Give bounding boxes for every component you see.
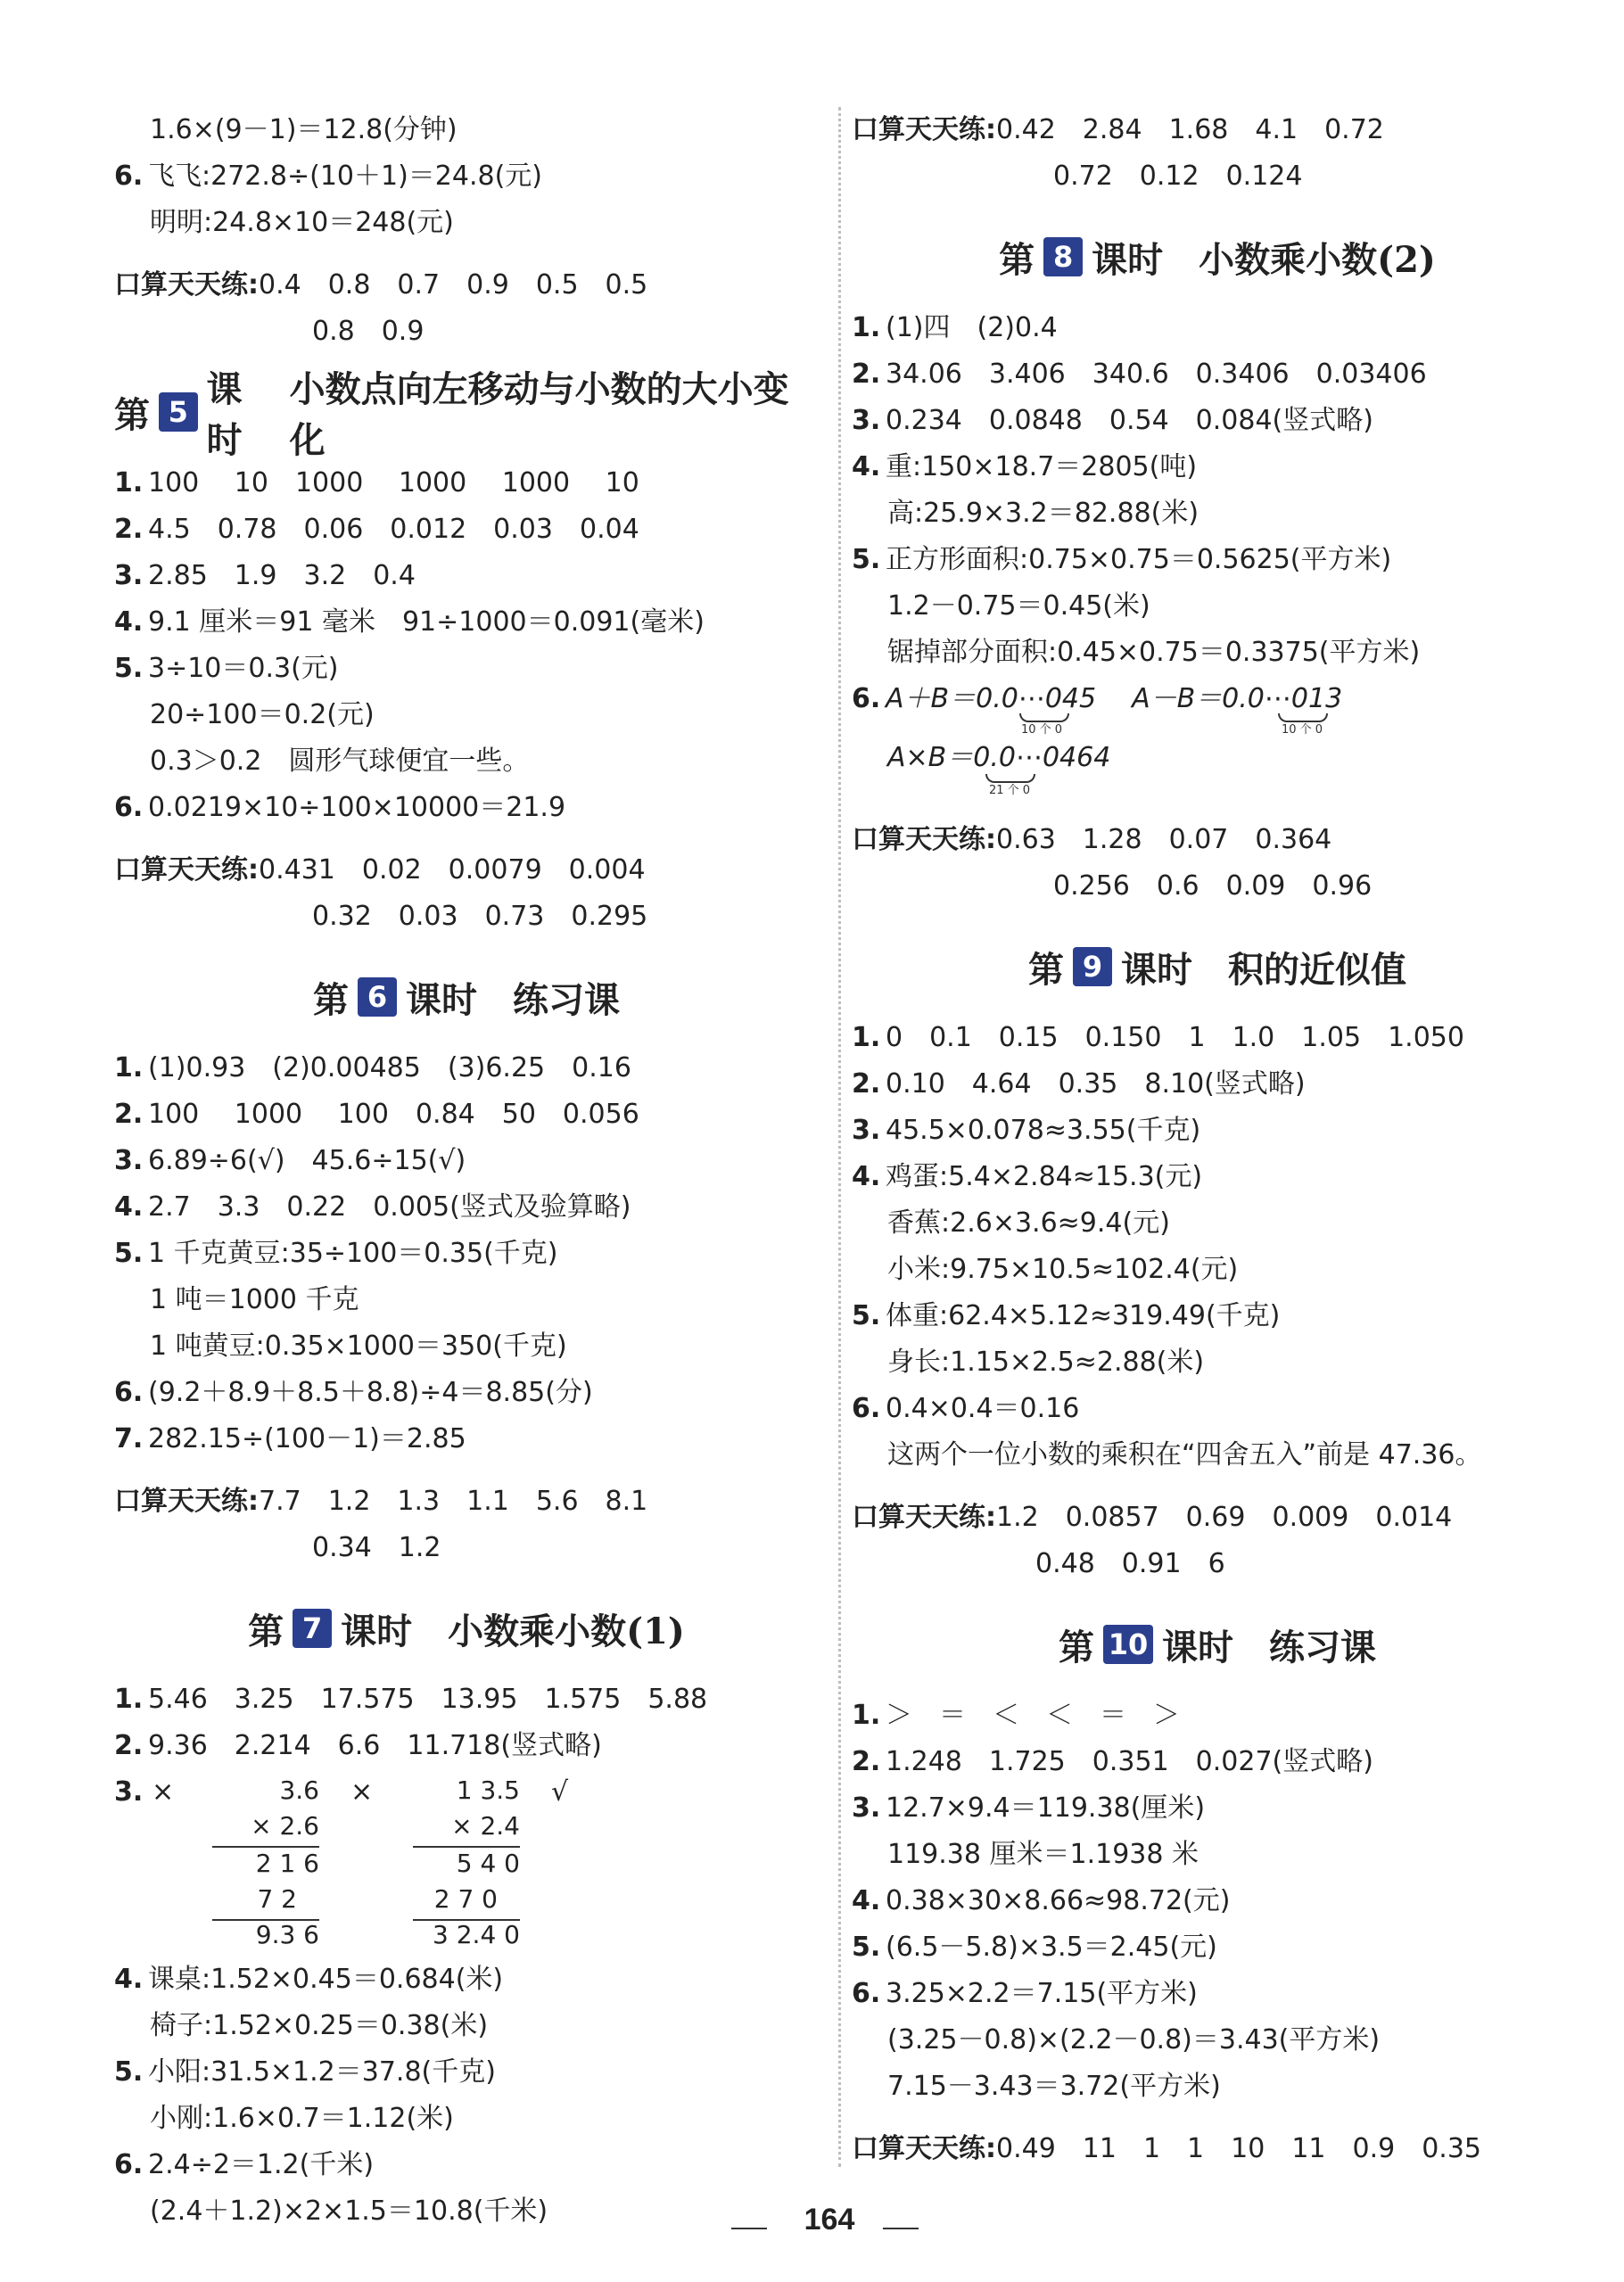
answer-text: 6.89÷6(√) 45.6÷15(√) (148, 1145, 466, 1176)
answer-text: 12.7×9.4＝119.38(厘米) (886, 1792, 1206, 1824)
answer-line (852, 1432, 1583, 1479)
answer-text: 正方形面积:0.75×0.75＝0.5625(平方米) (886, 544, 1392, 575)
answer-text: 0 0.1 0.15 0.150 1 1.0 1.05 1.050 (886, 1022, 1464, 1053)
lesson-number-badge: 10 (1103, 1625, 1153, 1664)
answer-text: 282.15÷(100－1)＝2.85 (148, 1423, 466, 1454)
kousuan-label: 口算天天练: (852, 824, 996, 855)
answer-text: 小阳:31.5×1.2＝37.8(千克) (148, 2056, 496, 2088)
question-number: 6. (114, 2149, 144, 2180)
answer-line (114, 1138, 819, 1184)
question-number: 7. (114, 1423, 144, 1454)
lesson-number-badge: 8 (1043, 237, 1083, 276)
answer-line (852, 676, 1583, 722)
answer-line (852, 630, 1583, 676)
section-title: 小数点向左移动与小数的大小变化 (289, 368, 789, 461)
question-number: 4. (852, 451, 881, 482)
kousuan-block (114, 847, 819, 940)
calc-row: 3.6 (279, 1775, 319, 1805)
answer-line (852, 1108, 1583, 1154)
question-number: 2. (852, 1068, 881, 1100)
heading-prefix: 第 (114, 393, 150, 436)
left-column (114, 107, 819, 2235)
question-number: 3. (114, 560, 144, 591)
answer-line (852, 1339, 1583, 1386)
calc-row: × 2.6 (251, 1811, 319, 1841)
heading-suffix: 课时 (1092, 238, 1164, 281)
answer-text: (9.2＋8.9＋8.5＋8.8)÷4＝8.85(分) (148, 1377, 593, 1408)
answer-line: 明明:24.8×10＝248(元) (150, 207, 454, 238)
calc-row: 2 1 6 (255, 1849, 319, 1878)
kousuan-block (852, 817, 1583, 910)
answer-text: 2.85 1.9 3.2 0.4 (148, 560, 416, 591)
answer-line (852, 1293, 1583, 1339)
question-number: 6. (852, 683, 881, 714)
answer-line (852, 2064, 1583, 2110)
column-divider (838, 107, 841, 2167)
calc-row: × 2.4 (451, 1811, 520, 1841)
answer-line (114, 1957, 819, 2003)
answer-line (852, 1200, 1583, 1247)
question-number: 1. (852, 312, 881, 343)
answer-text: 1 吨＝1000 千克 (150, 1284, 359, 1315)
answer-line (852, 1924, 1583, 1971)
question-number: 5. (114, 653, 144, 684)
kousuan-label: 口算天天练: (114, 269, 259, 301)
question-number: 5. (114, 1238, 144, 1269)
answer-text: (2.4＋1.2)×2×1.5＝10.8(千米) (150, 2195, 548, 2227)
question-number: 4. (852, 1885, 881, 1916)
kousuan-label: 口算天天练: (852, 1502, 996, 1533)
answer-list (114, 460, 819, 831)
question-number: 2. (114, 1730, 144, 1761)
section-title: 积的近似值 (1228, 948, 1406, 991)
answer-line (114, 2142, 819, 2188)
answer-text: 身长:1.15×2.5≈2.88(米) (887, 1347, 1205, 1378)
heading-prefix: 第 (313, 978, 349, 1021)
answer-line (114, 1045, 819, 1092)
answer-text: 0.4×0.4＝0.16 (886, 1393, 1080, 1424)
underbrace (985, 774, 1035, 783)
footer-rule-right (883, 2228, 919, 2229)
kousuan-values: 0.34 1.2 (312, 1532, 441, 1563)
answer-line (852, 1247, 1583, 1293)
answer-line (114, 599, 819, 646)
calc-row: 3 2.4 0 (433, 1920, 520, 1949)
check-mark: √ (551, 1776, 569, 1808)
answer-line (114, 2003, 819, 2049)
answer-line (852, 490, 1583, 537)
heading-suffix: 课时 (206, 368, 243, 461)
question-number: 3. (852, 1115, 881, 1146)
question-number: 2. (852, 1746, 881, 1777)
answer-text: (3.25－0.8)×(2.2－0.8)＝3.43(平方米) (887, 2024, 1381, 2055)
answer-line (852, 1061, 1583, 1108)
question-number: 4. (114, 1964, 144, 1995)
answer-line (852, 1015, 1583, 1061)
calc-row: 9.3 6 (255, 1920, 319, 1949)
answer-text: 119.38 厘米＝1.1938 米 (887, 1839, 1199, 1870)
kousuan-values: 0.256 0.6 0.09 0.96 (1053, 870, 1373, 902)
answer-line (852, 351, 1583, 398)
answer-text: 2.7 3.3 0.22 0.005(竖式及验算略) (148, 1191, 631, 1223)
kousuan-values: 0.49 11 1 1 10 11 0.9 0.35 (996, 2133, 1481, 2164)
question-number: 6. (114, 792, 144, 823)
answer-line: A×B＝0.0⋯0464 (887, 742, 1111, 773)
calc-row: 2 7 0 (433, 1884, 498, 1914)
answer-text: 椅子:1.52×0.25＝0.38(米) (150, 2010, 489, 2041)
answer-text: 鸡蛋:5.4×2.84≈15.3(元) (886, 1161, 1203, 1192)
answer-text: 3÷10＝0.3(元) (148, 653, 339, 684)
answer-list (114, 1045, 819, 1462)
answer-text: 香蕉:2.6×3.6≈9.4(元) (887, 1207, 1170, 1239)
answer-line (114, 646, 819, 692)
question-number: 2. (114, 1099, 144, 1130)
section-title: 练习课 (513, 978, 620, 1021)
answer-text: 0.234 0.0848 0.54 0.084(竖式略) (886, 405, 1373, 436)
kousuan-values: 0.8 0.9 (312, 316, 425, 347)
heading-suffix: 课时 (406, 978, 477, 1021)
answer-text: 100 1000 100 0.84 50 0.056 (148, 1099, 639, 1130)
answer-line (114, 1416, 819, 1462)
answer-text: 体重:62.4×5.12≈319.49(千克) (886, 1300, 1281, 1331)
answer-line: 1.6×(9－1)＝12.8(分钟) (150, 114, 458, 145)
vertical-calculation-row (114, 1769, 819, 1957)
answer-line (852, 1386, 1583, 1432)
kousuan-block (114, 262, 819, 355)
question-number: 3. (852, 1792, 881, 1824)
answer-line (114, 1231, 819, 1277)
question-number: 6. (852, 1978, 881, 2009)
answer-text: A＋B＝0.0⋯045 (886, 683, 1097, 714)
section-heading-8 (852, 214, 1583, 300)
answer-text: 锯掉部分面积:0.45×0.75＝0.3375(平方米) (887, 637, 1421, 668)
kousuan-values: 0.32 0.03 0.73 0.295 (312, 901, 648, 932)
answer-text: A－B＝0.0⋯013 (1132, 683, 1343, 714)
heading-prefix: 第 (248, 1610, 284, 1652)
heading-suffix: 课时 (341, 1610, 413, 1652)
lesson-number-badge: 6 (358, 977, 397, 1017)
question-number: 4. (114, 606, 144, 638)
question-number: 6. (852, 1393, 881, 1424)
lesson-number-badge: 7 (293, 1609, 332, 1648)
answer-text: 2.4÷2＝1.2(千米) (148, 2149, 375, 2180)
kousuan-values: 0.4 0.8 0.7 0.9 0.5 0.5 (259, 269, 648, 301)
question-number: 1. (852, 1022, 881, 1053)
answer-line (852, 398, 1583, 444)
kousuan-values: 1.2 0.0857 0.69 0.009 0.014 (996, 1502, 1453, 1533)
lesson-number-badge: 9 (1073, 947, 1112, 986)
answer-text: 1.248 1.725 0.351 0.027(竖式略) (886, 1746, 1373, 1777)
question-number: 5. (114, 2056, 144, 2088)
underbrace (1019, 713, 1069, 722)
kousuan-label: 口算天天练: (114, 854, 259, 886)
answer-text: ＞ ＝ ＜ ＜ ＝ ＞ (886, 1700, 1180, 1731)
answer-text: (6.5－5.8)×3.5＝2.45(元) (886, 1932, 1217, 1963)
answer-line (852, 1693, 1583, 1739)
answer-text: 重:150×18.7＝2805(吨) (886, 451, 1198, 482)
section-title: 小数乘小数(2) (1199, 238, 1436, 281)
kousuan-label: 口算天天练: (852, 2133, 996, 2164)
section-heading-5 (114, 368, 819, 461)
question-number: 4. (114, 1191, 144, 1223)
calc-row: 7 2 (257, 1884, 297, 1914)
answer-list (852, 1693, 1583, 2110)
answer-line (114, 738, 819, 785)
answer-line (114, 553, 819, 599)
answer-list (114, 1957, 819, 2235)
heading-suffix: 课时 (1162, 1626, 1233, 1668)
answer-line (114, 460, 819, 507)
heading-suffix: 课时 (1121, 948, 1192, 991)
question-number: 4. (852, 1161, 881, 1192)
kousuan-values: 0.72 0.12 0.124 (1053, 161, 1303, 192)
answer-text: 20÷100＝0.2(元) (150, 699, 375, 730)
underbrace (1278, 713, 1328, 722)
answer-text: 小米:9.75×10.5≈102.4(元) (887, 1254, 1239, 1285)
answer-list (852, 305, 1583, 676)
kousuan-values: 7.7 1.2 1.3 1.1 5.6 8.1 (259, 1486, 648, 1517)
calc-row: 1 3.5 (456, 1775, 520, 1805)
answer-text: 9.36 2.214 6.6 11.718(竖式略) (148, 1730, 602, 1761)
section-heading-10 (852, 1602, 1583, 1687)
answer-line (852, 1878, 1583, 1924)
lesson-number-badge: 5 (159, 392, 198, 432)
answer-line (852, 1785, 1583, 1832)
question-number: 5. (852, 544, 881, 575)
answer-text: 这两个一位小数的乘积在“四舍五入”前是 47.36。 (887, 1439, 1482, 1471)
answer-text: 4.5 0.78 0.06 0.012 0.03 0.04 (148, 514, 639, 545)
section-heading-7 (114, 1586, 819, 1671)
kousuan-label: 口算天天练: (114, 1486, 259, 1517)
answer-text: 小刚:1.6×0.7＝1.12(米) (150, 2103, 454, 2134)
question-number: 3. (114, 1145, 144, 1176)
question-number: 3. (852, 405, 881, 436)
answer-line (852, 305, 1583, 351)
wrong-mark: × (350, 1776, 374, 1808)
section-title: 小数乘小数(1) (448, 1610, 685, 1652)
question-number: 2. (114, 514, 144, 545)
answer-text: 3.25×2.2＝7.15(平方米) (886, 1978, 1198, 2009)
kousuan-values: 0.48 0.91 6 (1035, 1548, 1225, 1579)
kousuan-block (852, 107, 1583, 200)
answer-line (852, 1154, 1583, 1200)
answer-text: (1)0.93 (2)0.00485 (3)6.25 0.16 (148, 1052, 631, 1083)
kousuan-values: 0.431 0.02 0.0079 0.004 (259, 854, 646, 886)
q6-block (852, 676, 1583, 801)
answer-text: 1 千克黄豆:35÷100＝0.35(千克) (148, 1238, 558, 1269)
heading-prefix: 第 (1059, 1626, 1094, 1668)
answer-text: 0.10 4.64 0.35 8.10(竖式略) (886, 1068, 1306, 1100)
answer-line (114, 1277, 819, 1323)
answer-line (114, 1370, 819, 1416)
page-number: 164 (804, 2203, 855, 2237)
kousuan-block (114, 1479, 819, 1571)
question-number: 1. (114, 467, 144, 498)
wrong-mark: × (152, 1776, 175, 1808)
answer-text: 1.2－0.75＝0.45(米) (887, 590, 1150, 622)
question-number: 3. (114, 1776, 144, 1808)
answer-text: 0.3＞0.2 圆形气球便宜一些。 (150, 746, 530, 777)
heading-prefix: 第 (1028, 948, 1064, 991)
kousuan-values: 0.63 1.28 0.07 0.364 (996, 824, 1332, 855)
question-number: 1. (852, 1700, 881, 1731)
kousuan-block (852, 1495, 1583, 1587)
answer-list (114, 1676, 819, 1769)
answer-text: 7.15－3.43＝3.72(平方米) (887, 2071, 1221, 2102)
answer-line (114, 153, 819, 200)
answer-text: 100 10 1000 1000 1000 10 (148, 467, 639, 498)
answer-text: 0.0219×10÷100×10000＝21.9 (148, 792, 566, 823)
answer-text: 34.06 3.406 340.6 0.3406 0.03406 (886, 358, 1427, 390)
answer-text: 飞飞:272.8÷(10＋1)＝24.8(元) (148, 161, 543, 192)
brace-note: 21 个 0 (989, 784, 1031, 797)
answer-line (114, 785, 819, 831)
answer-text: 0.38×30×8.66≈98.72(元) (886, 1885, 1231, 1916)
question-number: 5. (852, 1932, 881, 1963)
kousuan-block (852, 2126, 1583, 2172)
answer-line (114, 1323, 819, 1370)
right-column (852, 107, 1583, 2172)
calc-row: 5 4 0 (456, 1849, 520, 1878)
answer-text: 5.46 3.25 17.575 13.95 1.575 5.88 (148, 1684, 708, 1715)
question-number: 5. (852, 1300, 881, 1331)
answer-list (852, 1015, 1583, 1479)
answer-line (114, 2188, 819, 2235)
answer-text: 1 吨黄豆:0.35×1000＝350(千克) (150, 1330, 567, 1362)
answer-line (114, 1723, 819, 1769)
answer-line (852, 444, 1583, 490)
section-title: 练习课 (1269, 1626, 1376, 1668)
answer-line (114, 692, 819, 738)
answer-line (852, 537, 1583, 583)
answer-line (114, 2049, 819, 2096)
answer-text: 9.1 厘米＝91 毫米 91÷1000＝0.091(毫米) (148, 606, 705, 638)
heading-prefix: 第 (999, 238, 1035, 281)
answer-line (114, 2096, 819, 2142)
question-number: 6. (114, 1377, 144, 1408)
kousuan-label: 口算天天练: (852, 114, 996, 145)
question-number: 6. (114, 161, 144, 192)
section-heading-9 (852, 924, 1583, 1009)
answer-line (114, 1184, 819, 1231)
answer-line (852, 1832, 1583, 1878)
answer-text: (1)四 (2)0.4 (886, 312, 1058, 343)
question-number: 1. (114, 1052, 144, 1083)
answer-line (114, 1676, 819, 1723)
kousuan-values: 0.42 2.84 1.68 4.1 0.72 (996, 114, 1384, 145)
answer-line (114, 1092, 819, 1138)
answer-line (852, 1971, 1583, 2017)
question-number: 1. (114, 1684, 144, 1715)
answer-line (852, 2017, 1583, 2064)
footer-rule-left (731, 2228, 767, 2229)
answer-text: 高:25.9×3.2＝82.88(米) (887, 498, 1199, 529)
brace-note: 10 个 0 (1282, 723, 1323, 737)
answer-line (114, 507, 819, 553)
answer-text: 课桌:1.52×0.45＝0.684(米) (148, 1964, 504, 1995)
brace-note: 10 个 0 (1021, 723, 1063, 737)
answer-text: 45.5×0.078≈3.55(千克) (886, 1115, 1201, 1146)
answer-line (852, 1739, 1583, 1785)
question-number: 2. (852, 358, 881, 390)
answer-line (852, 583, 1583, 630)
section-heading-6 (114, 954, 819, 1040)
